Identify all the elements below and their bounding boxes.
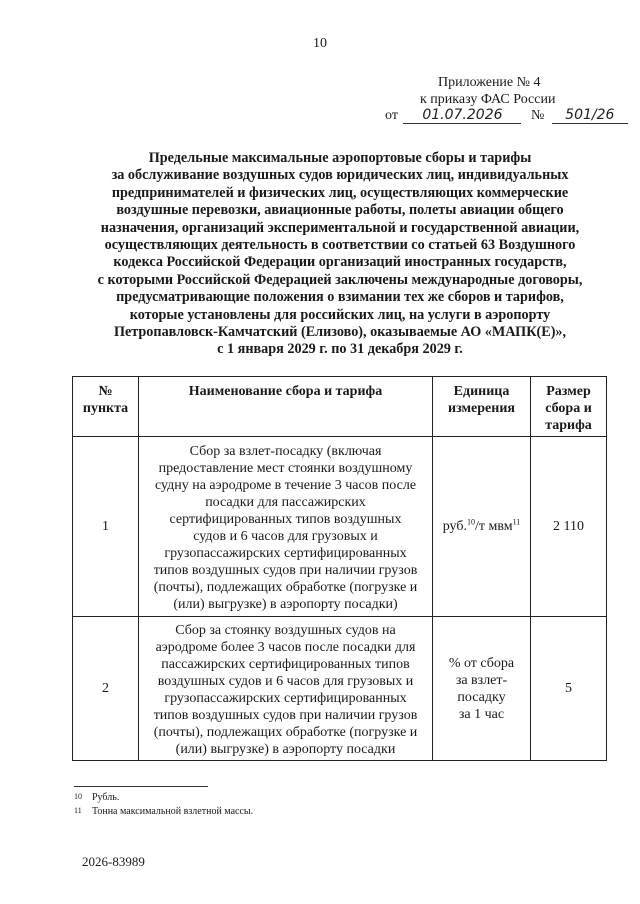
document-number: 2026-83989	[82, 854, 145, 869]
title-line: осуществляющих деятельность в соответствии со статьей 63 Воздушного	[104, 237, 576, 254]
row-amount: 5	[531, 617, 607, 761]
tariffs-table	[72, 376, 607, 761]
row-amount: 2 110	[531, 437, 607, 617]
footnote-ref: 10	[466, 517, 475, 527]
title-line: Предельные максимальные аэропортовые сборы и тарифы	[148, 150, 532, 166]
title-line: с которыми Российской Федерацией заключены международные договоры,	[97, 271, 583, 288]
appendix-title: Приложение № 4	[438, 75, 541, 90]
row-unit: % от сбора за взлет- посадку за 1 час	[433, 617, 531, 761]
table-row	[73, 437, 607, 617]
header-fee-name: Наименование сбора и тарифа	[139, 377, 433, 437]
table-header-row	[73, 377, 607, 437]
footnote	[74, 806, 253, 817]
footnote-mark: 10	[74, 792, 82, 801]
title-line: которые установлены для российских лиц, на услуги в аэропорту	[129, 306, 551, 323]
title-line: кодекса Российской Федерации организаций иностранных государств,	[113, 254, 567, 271]
title-line: Петропавловск-Камчатский (Елизово), оказываемые АО «МАПК(Е)»,	[113, 324, 567, 341]
header-item-number: № пункта	[73, 377, 139, 437]
document-title	[40, 150, 640, 359]
table-row	[73, 617, 607, 761]
footnote-ref: 11	[512, 517, 521, 527]
footnote-mark: 11	[74, 806, 82, 815]
header-amount: Размер сбора и тарифа	[531, 377, 607, 437]
order-date-number-line	[385, 108, 628, 124]
footnote-text: Рубль.	[92, 792, 120, 803]
page-number: 10	[313, 36, 327, 51]
title-line: предусматривающие положения о взимании тех же сборов и тарифов,	[116, 289, 564, 306]
header-unit: Единица измерения	[433, 377, 531, 437]
footnote-divider	[74, 786, 208, 787]
title-line: предпринимателей и физических лиц, осуществляющих коммерческие	[111, 184, 569, 201]
appendix-header	[420, 74, 555, 108]
handwritten-order-number: 501/26	[552, 108, 628, 124]
title-line: с 1 января 2029 г. по 31 декабря 2029 г.	[217, 341, 463, 358]
row-fee-name: Сбор за стоянку воздушных судов на аэродроме более 3 часов после посадки для пассажирских сертифицированных типов воздушных судов и 6 часов для грузовых и грузопассажирских сертифицированных типов воздушных судов при наличии грузов (почты), подлежащих обработке (погрузке и (или) выгрузке) в аэропорту посадки	[139, 617, 433, 761]
footnote	[74, 792, 119, 803]
footnote-text: Тонна максимальной взлетной массы.	[92, 806, 254, 817]
appendix-order-reference: к приказу ФАС России	[420, 92, 556, 107]
row-number: 1	[73, 437, 139, 617]
date-prefix: от	[385, 108, 398, 123]
title-line: назначения, организаций экспериментальной и государственной авиации,	[100, 219, 580, 236]
row-unit: руб.$^{10}$/т мвм$^{11}$	[433, 437, 531, 617]
handwritten-date: 01.07.2026	[403, 108, 521, 124]
row-number: 2	[73, 617, 139, 761]
title-line: воздушные перевозки, авиационные работы, полеты авиации общего	[116, 202, 564, 219]
title-line: за обслуживание воздушных судов юридических лиц, индивидуальных	[111, 167, 569, 184]
row-fee-name: Сбор за взлет-посадку (включая предоставление мест стоянки воздушному судну на аэродроме в течение 3 часов после посадки для пассажирских сертифицированных типов воздушных судов и 6 часов для грузовых и грузопассажирских сертифицированных типов воздушных судов при наличии грузов (почты), подлежащих обработке (погрузке и (или) выгрузке) в аэропорту посадки)	[139, 437, 433, 617]
number-prefix: №	[530, 108, 545, 123]
